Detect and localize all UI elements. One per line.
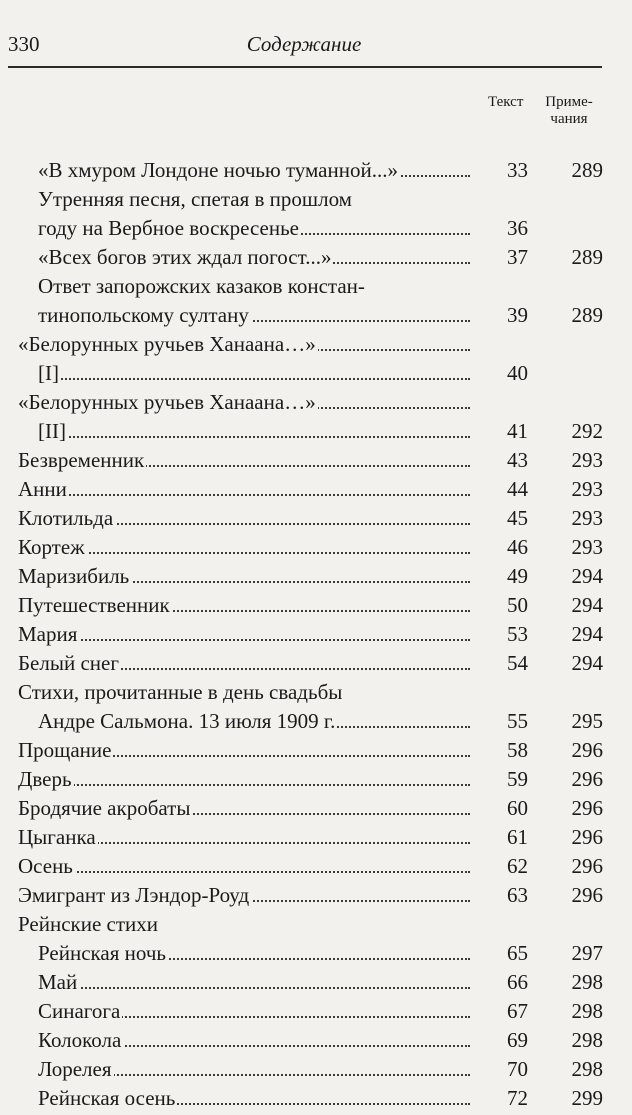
toc-entry — [18, 564, 608, 593]
toc-entry-title-text: году на Вербное воскресенье — [38, 216, 300, 240]
toc-entry-title — [38, 216, 470, 241]
toc-entry — [18, 738, 608, 767]
toc-entry-text-page: 70 — [507, 1057, 528, 1081]
toc-entry-notes-page: 298 — [571, 999, 603, 1023]
toc-entry-title — [38, 245, 470, 270]
toc-entry — [18, 1028, 608, 1057]
toc-entry-notes-page: 294 — [571, 622, 603, 646]
toc-entry — [18, 622, 608, 651]
toc-entry-notes-page: 292 — [571, 419, 603, 443]
toc-entry-title-text: Белый снег — [18, 651, 119, 675]
toc-entry — [18, 245, 608, 274]
toc-entry-title-text: Прощание — [18, 738, 112, 762]
toc-entry — [18, 187, 608, 216]
toc-entry-text-page: 44 — [507, 477, 528, 501]
toc-entry-title — [38, 941, 470, 966]
toc-entry-title — [18, 854, 470, 879]
toc-entry-title-text: Рейнская ночь — [38, 941, 166, 965]
toc-entry-text-page: 69 — [507, 1028, 528, 1052]
toc-entry-title-text: тинопольскому султану — [38, 303, 249, 327]
toc-entry-text-page: 50 — [507, 593, 528, 617]
toc-entry — [18, 1057, 608, 1086]
toc-entry-title — [38, 419, 470, 444]
page-number: 330 — [8, 32, 40, 56]
toc-entry — [18, 361, 608, 390]
toc-entry-title-text: [I] — [38, 361, 59, 385]
toc-entry-title — [18, 651, 470, 676]
toc-entry-text-page: 53 — [507, 622, 528, 646]
toc-entry — [18, 825, 608, 854]
toc-entry — [18, 158, 608, 187]
toc-entry-title — [38, 970, 470, 995]
toc-entry-title-text: Мария — [18, 622, 78, 646]
toc-entry-title-text: Клотильда — [18, 506, 114, 530]
toc-entry-title — [18, 564, 470, 589]
toc-entry-title-text: Дверь — [18, 767, 72, 791]
toc-entry — [18, 970, 608, 999]
toc-entry-title — [18, 477, 470, 502]
toc-entry-title-text: Цыганка — [18, 825, 96, 849]
column-header-notes — [536, 94, 602, 128]
toc-entry-notes-page: 297 — [571, 941, 603, 965]
toc-entry — [18, 999, 608, 1028]
toc-entry — [18, 390, 608, 419]
toc-entry-title — [38, 303, 470, 328]
toc-entry — [18, 535, 608, 564]
toc-entry-title — [18, 796, 470, 821]
toc-entry-notes-page: 296 — [571, 796, 603, 820]
toc-entry-title — [18, 680, 518, 705]
toc-entry-title-text: Андре Сальмона. 13 июля 1909 г. — [38, 709, 336, 733]
toc-entry-title-text: «Белорунных ручьев Ханаана…» — [18, 390, 316, 414]
toc-entry-text-page: 39 — [507, 303, 528, 327]
toc-entry-title-text: Синагога — [38, 999, 121, 1023]
toc-entry-title-text: Стихи, прочитанные в день свадьбы — [18, 680, 343, 704]
toc-entry — [18, 883, 608, 912]
toc-entry-notes-page: 294 — [571, 564, 603, 588]
toc-entry-text-page: 66 — [507, 970, 528, 994]
toc-entry — [18, 796, 608, 825]
toc-entry-notes-page: 289 — [571, 245, 603, 269]
toc-entry-title — [38, 274, 538, 299]
toc-entry — [18, 448, 608, 477]
toc-entry-notes-page: 295 — [571, 709, 603, 733]
toc-entry-title-text: Май — [38, 970, 78, 994]
toc-entry-title-text: Анни — [18, 477, 67, 501]
toc-entry-title-text: [II] — [38, 419, 66, 443]
toc-entry-title — [38, 158, 470, 183]
toc-entry-title — [18, 825, 470, 850]
toc-entry-notes-page: 296 — [571, 883, 603, 907]
toc-entry — [18, 216, 608, 245]
toc-entry — [18, 303, 608, 332]
toc-entry-title — [18, 535, 470, 560]
toc-entry-title-text: «Всех богов этих ждал погост...» — [38, 245, 332, 269]
toc-entry-title — [18, 622, 470, 647]
toc-entry-title — [38, 709, 470, 734]
toc-entry-notes-page: 293 — [571, 535, 603, 559]
toc-entry-title-text: Маризибиль — [18, 564, 130, 588]
toc-entry-notes-page: 293 — [571, 448, 603, 472]
toc-entry-title — [18, 332, 470, 357]
toc-entry — [18, 651, 608, 680]
toc-entry-title — [18, 883, 470, 908]
toc-entry-notes-page: 293 — [571, 506, 603, 530]
toc-entry-notes-page: 296 — [571, 854, 603, 878]
toc-entry-title — [18, 448, 470, 473]
toc-entry — [18, 274, 608, 303]
toc-entry-title-text: Рейнская осень — [38, 1086, 176, 1110]
toc-entry-text-page: 49 — [507, 564, 528, 588]
toc-entry-notes-page: 289 — [571, 303, 603, 327]
toc-entry-title — [18, 506, 470, 531]
toc-entry-title — [38, 361, 470, 386]
toc-entry-text-page: 62 — [507, 854, 528, 878]
toc-entry-title-text: Лорелея — [38, 1057, 112, 1081]
toc-entry — [18, 912, 608, 941]
toc-entry-text-page: 36 — [507, 216, 528, 240]
toc-entry-text-page: 37 — [507, 245, 528, 269]
column-header-notes-line1: Приме- — [545, 94, 593, 110]
toc-entry-notes-page: 296 — [571, 825, 603, 849]
toc-entry-text-page: 61 — [507, 825, 528, 849]
toc-entry-text-page: 58 — [507, 738, 528, 762]
toc-entry-text-page: 67 — [507, 999, 528, 1023]
toc-entry — [18, 332, 608, 361]
toc-entry-notes-page: 296 — [571, 738, 603, 762]
toc-entry-title-text: Осень — [18, 854, 73, 878]
toc-entry-title — [38, 1028, 470, 1053]
toc-entry-title-text: Утренняя песня, спетая в прошлом — [38, 187, 352, 211]
toc-entry — [18, 477, 608, 506]
toc-entry — [18, 941, 608, 970]
toc-entry-title — [18, 738, 470, 763]
toc-entry-title-text: Колокола — [38, 1028, 122, 1052]
toc-entry-text-page: 63 — [507, 883, 528, 907]
toc-entry-text-page: 46 — [507, 535, 528, 559]
toc-entry-text-page: 60 — [507, 796, 528, 820]
toc-entry-title-text: Путешественник — [18, 593, 170, 617]
toc-entry-notes-page: 296 — [571, 767, 603, 791]
toc-entry-text-page: 59 — [507, 767, 528, 791]
toc-entry-text-page: 65 — [507, 941, 528, 965]
page-header — [8, 28, 600, 62]
toc-entry-text-page: 72 — [507, 1086, 528, 1110]
toc-entry-notes-page: 299 — [571, 1086, 603, 1110]
toc-entry-notes-page: 294 — [571, 593, 603, 617]
toc-entry — [18, 1086, 608, 1115]
toc-entry-notes-page: 298 — [571, 1028, 603, 1052]
toc-entry-title-text: Бродячие акробаты — [18, 796, 191, 820]
toc-entry — [18, 506, 608, 535]
toc-entry-title-text: Безвременник — [18, 448, 145, 472]
toc-entry-title — [18, 912, 518, 937]
toc-entry-title-text: «В хмуром Лондоне ночью туманной...» — [38, 158, 398, 182]
toc-entry-notes-page: 298 — [571, 970, 603, 994]
toc-entry-text-page: 55 — [507, 709, 528, 733]
toc-entry-text-page: 33 — [507, 158, 528, 182]
toc-entry — [18, 767, 608, 796]
toc-entry — [18, 854, 608, 883]
toc-entry-title — [18, 767, 470, 792]
toc-entry-title-text: Ответ запорожских казаков констан- — [38, 274, 365, 298]
toc-entry-title-text: «Белорунных ручьев Ханаана…» — [18, 332, 316, 356]
toc-entry-text-page: 43 — [507, 448, 528, 472]
running-title: Содержание — [246, 32, 362, 56]
toc-entry-title — [38, 999, 470, 1024]
toc-entry-title — [18, 390, 470, 415]
toc-entry-title — [38, 187, 538, 212]
toc-entry-text-page: 54 — [507, 651, 528, 675]
toc-entry — [18, 680, 608, 709]
toc-entry-notes-page: 298 — [571, 1057, 603, 1081]
toc-entry-notes-page: 293 — [571, 477, 603, 501]
toc-entry-title-text: Рейнские стихи — [18, 912, 159, 936]
toc-list — [18, 158, 608, 1115]
toc-entry-notes-page: 294 — [571, 651, 603, 675]
column-header-notes-line2: чания — [550, 111, 588, 127]
toc-entry — [18, 419, 608, 448]
toc-entry-title — [38, 1086, 470, 1111]
toc-entry-text-page: 41 — [507, 419, 528, 443]
toc-entry-text-page: 40 — [507, 361, 528, 385]
toc-entry — [18, 593, 608, 622]
toc-entry-title — [18, 593, 470, 618]
toc-entry-notes-page: 289 — [571, 158, 603, 182]
toc-entry — [18, 709, 608, 738]
toc-entry-text-page: 45 — [507, 506, 528, 530]
toc-entry-title-text: Кортеж — [18, 535, 85, 559]
toc-entry-title — [38, 1057, 470, 1082]
toc-entry-title-text: Эмигрант из Лэндор-Роуд — [18, 883, 250, 907]
header-rule — [8, 66, 602, 68]
column-header-text: Текст — [488, 94, 524, 110]
